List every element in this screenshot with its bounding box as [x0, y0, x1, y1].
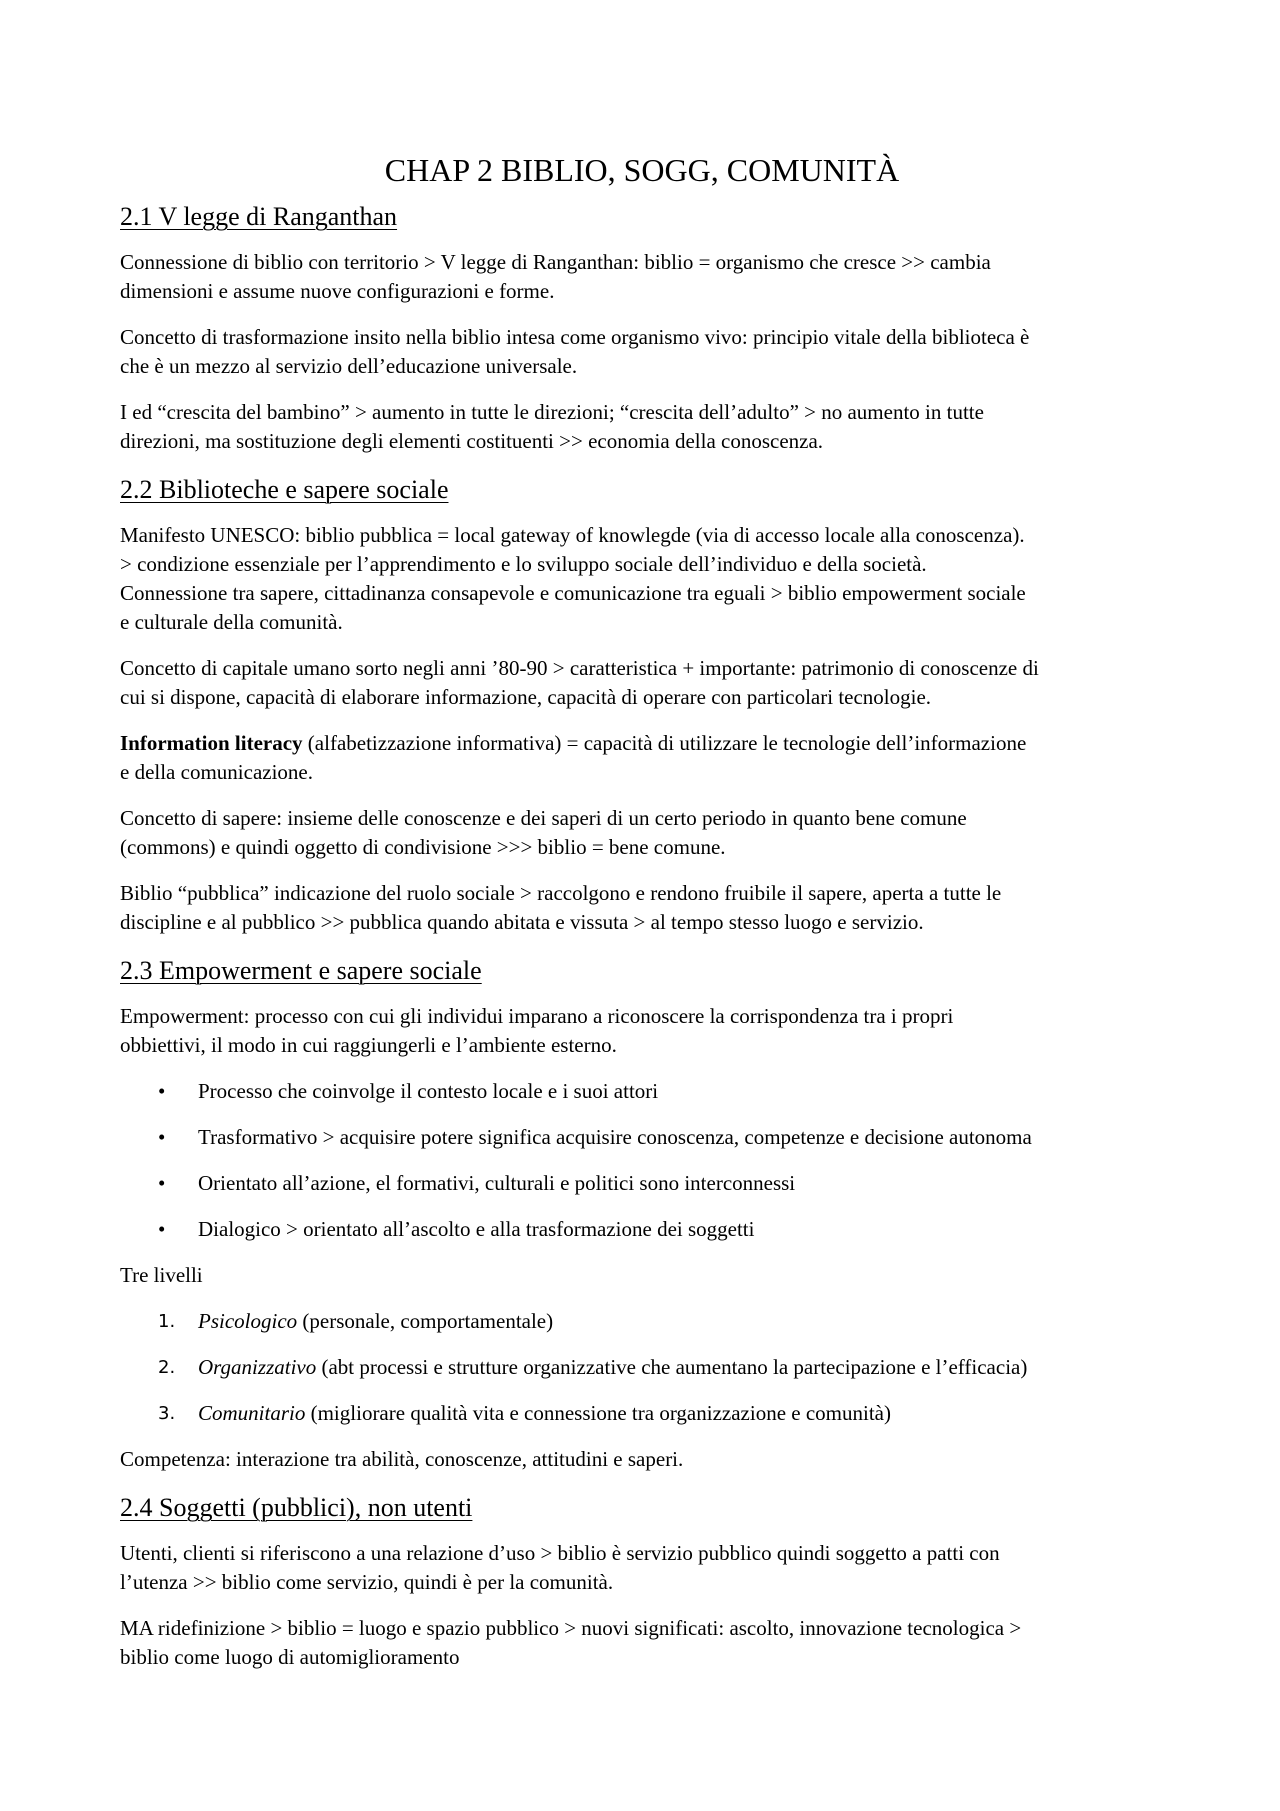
- document-page: [120, 150, 1164, 1689]
- bullet-list: [120, 1077, 1164, 1244]
- section-heading-2-1: 2.1 V legge di Ranganthan: [120, 202, 398, 231]
- text-line: Utenti, clienti si riferiscono a una relazione d’uso > biblio è servizio pubblico quindi soggetto a patti con: [120, 1541, 1000, 1565]
- text-line: (commons) e quindi oggetto di condivisione >>> biblio = bene comune.: [120, 835, 726, 859]
- paragraph: [120, 1002, 1164, 1060]
- text-line: Concetto di sapere: insieme delle conoscenze e dei saperi di un certo periodo in quanto bene comune: [120, 806, 967, 830]
- list-item: [120, 1077, 1164, 1106]
- list-item: [120, 1399, 1164, 1428]
- list-item-text: Trasformativo > acquisire potere significa acquisire conoscenza, competenze e decisione autonoma: [198, 1125, 1032, 1149]
- list-item: [120, 1123, 1164, 1152]
- list-number: 2.: [158, 1357, 176, 1378]
- paragraph: [120, 804, 1164, 862]
- text-line: > condizione essenziale per l’apprendimento e lo sviluppo sociale dell’individuo e della società.: [120, 552, 927, 576]
- paragraph: [120, 654, 1164, 712]
- bullet-icon: •: [158, 1079, 166, 1103]
- paragraph: [120, 879, 1164, 937]
- text-line: direzioni, ma sostituzione degli elementi costituenti >> economia della conoscenza.: [120, 429, 824, 453]
- paragraph: [120, 248, 1164, 306]
- section-heading-2-2: 2.2 Biblioteche e sapere sociale: [120, 475, 449, 504]
- text-line: che è un mezzo al servizio dell’educazione universale.: [120, 354, 578, 378]
- list-item: [120, 1353, 1164, 1382]
- text-line: Connessione di biblio con territorio > V legge di Ranganthan: biblio = organismo che cresce >> cambia: [120, 250, 991, 274]
- text-line: I ed “crescita del bambino” > aumento in tutte le direzioni; “crescita dell’adulto” > no aumento in tutte: [120, 400, 984, 424]
- paragraph: [120, 521, 1164, 637]
- paragraph: Tre livelli: [120, 1263, 203, 1287]
- list-number: 3.: [158, 1403, 176, 1424]
- text-line: e della comunicazione.: [120, 760, 313, 784]
- text-line: dimensioni e assume nuove configurazioni e forme.: [120, 279, 555, 303]
- list-item-text: Dialogico > orientato all’ascolto e alla trasformazione dei soggetti: [198, 1217, 755, 1241]
- text-run: (alfabetizzazione informativa) = capacità di utilizzare le tecnologie dell’informazione: [302, 731, 1027, 755]
- section-heading-2-3: 2.3 Empowerment e sapere sociale: [120, 956, 482, 985]
- text-line: cui si dispone, capacità di elaborare informazione, capacità di operare con particolari tecnologie.: [120, 685, 932, 709]
- list-item-text: (abt processi e strutture organizzative che aumentano la partecipazione e l’efficacia): [316, 1355, 1028, 1379]
- text-line: Concetto di capitale umano sorto negli anni ’80-90 > caratteristica + importante: patrimonio di conoscenze di: [120, 656, 1039, 680]
- bullet-icon: •: [158, 1125, 166, 1149]
- list-item-text: Orientato all’azione, el formativi, culturali e politici sono interconnessi: [198, 1171, 796, 1195]
- text-line: Concetto di trasformazione insito nella biblio intesa come organismo vivo: principio vitale della biblioteca è: [120, 325, 1030, 349]
- paragraph: [120, 323, 1164, 381]
- text-line: Biblio “pubblica” indicazione del ruolo sociale > raccolgono e rendono fruibile il sapere, aperta a tutte le: [120, 881, 1002, 905]
- text-line: discipline e al pubblico >> pubblica quando abitata e vissuta > al tempo stesso luogo e servizio.: [120, 910, 924, 934]
- text-line: [120, 729, 1164, 758]
- bullet-icon: •: [158, 1171, 166, 1195]
- paragraph: [120, 1614, 1164, 1672]
- paragraph: [120, 1539, 1164, 1597]
- paragraph: Competenza: interazione tra abilità, conoscenze, attitudini e saperi.: [120, 1447, 684, 1471]
- list-item-text: (personale, comportamentale): [297, 1309, 554, 1333]
- text-line: e culturale della comunità.: [120, 610, 343, 634]
- text-line: MA ridefinizione > biblio = luogo e spazio pubblico > nuovi significati: ascolto, innovazione tecnologica >: [120, 1616, 1022, 1640]
- paragraph: [120, 729, 1164, 787]
- list-item-term: Psicologico: [198, 1309, 298, 1333]
- paragraph: [120, 398, 1164, 456]
- list-item-term: Organizzativo: [198, 1355, 317, 1379]
- text-line: obbiettivi, il modo in cui raggiungerli e l’ambiente esterno.: [120, 1033, 617, 1057]
- text-line: Connessione tra sapere, cittadinanza consapevole e comunicazione tra eguali > biblio empowerment sociale: [120, 581, 1026, 605]
- bold-term: Information literacy: [120, 731, 303, 755]
- list-item-term: Comunitario: [198, 1401, 306, 1425]
- list-item: [120, 1307, 1164, 1336]
- text-line: l’utenza >> biblio come servizio, quindi è per la comunità.: [120, 1570, 614, 1594]
- text-line: Manifesto UNESCO: biblio pubblica = local gateway of knowlegde (via di accesso locale alla conoscenza).: [120, 523, 1025, 547]
- section-heading-2-4: 2.4 Soggetti (pubblici), non utenti: [120, 1493, 473, 1522]
- list-item-text: (migliorare qualità vita e connessione tra organizzazione e comunità): [305, 1401, 891, 1425]
- list-item-text: Processo che coinvolge il contesto locale e i suoi attori: [198, 1079, 659, 1103]
- list-item: [120, 1169, 1164, 1198]
- text-line: Empowerment: processo con cui gli individui imparano a riconoscere la corrispondenza tra i propri: [120, 1004, 954, 1028]
- list-number: 1.: [158, 1311, 176, 1332]
- list-item: [120, 1215, 1164, 1244]
- numbered-list: [120, 1307, 1164, 1428]
- bullet-icon: •: [158, 1217, 166, 1241]
- document-title: CHAP 2 BIBLIO, SOGG, COMUNITÀ: [384, 152, 900, 188]
- text-line: biblio come luogo di automiglioramento: [120, 1645, 460, 1669]
